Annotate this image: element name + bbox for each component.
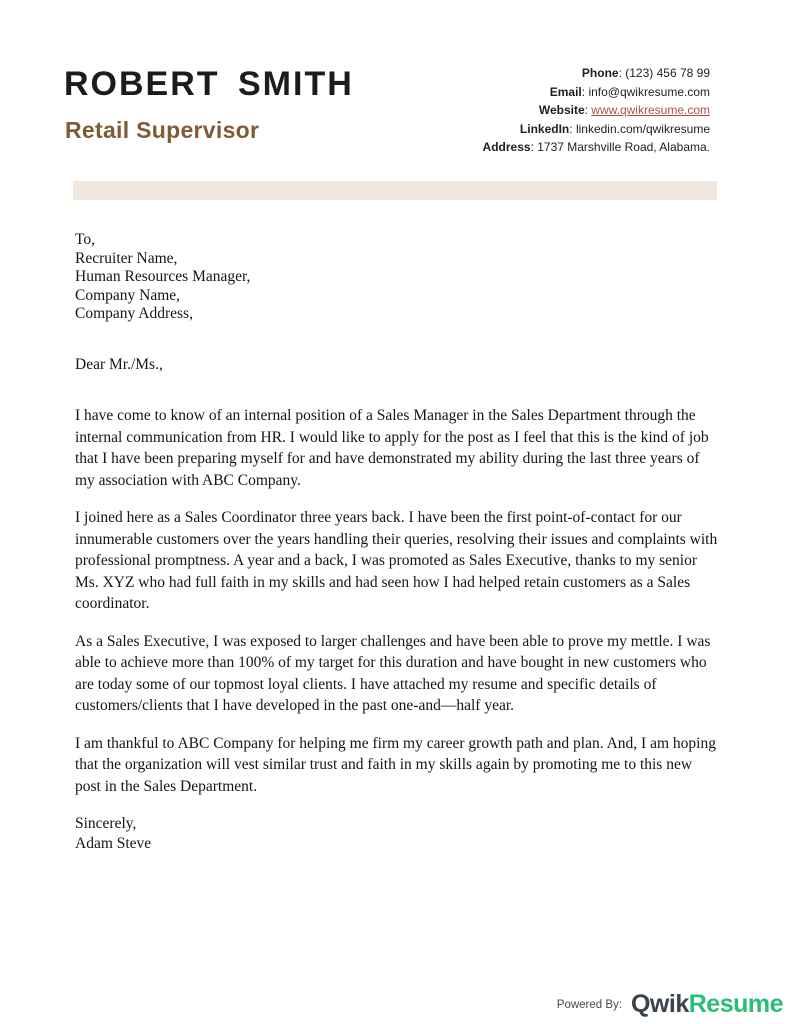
contact-linkedin-label: LinkedIn [519,121,570,136]
contact-linkedin-value: linkedin.com/qwikresume [575,121,710,136]
separator: : [581,84,589,99]
contact-email-label: Email [549,84,582,99]
separator: : [618,66,626,80]
recipient-line: Company Address, [75,305,193,322]
letter-body [75,231,718,854]
letter-paragraph: I am thankful to ABC Company for helping me firm my career growth path and plan. And, I am hoping that the organization will vest similar trust and faith in my skills again by promoting me to this new post in the Sales Department. [75,734,716,795]
separator: : [584,103,592,117]
header-divider-bar [73,181,717,200]
contact-email [483,83,710,102]
salutation: Dear Mr./Ms., [75,355,163,373]
logo-qwik-text: Qwik [630,990,689,1018]
contact-website-label: Website [538,103,585,117]
candidate-name: ROBERT SMITH [64,65,354,103]
contact-email-value: info@qwikresume.com [588,84,710,99]
closing-block [75,814,718,854]
contact-phone-value: (123) 456 78 99 [625,66,710,80]
contact-phone-label: Phone [581,66,619,80]
contact-phone [483,64,710,83]
logo-resume-text: Resume [688,990,783,1018]
job-title: Retail Supervisor [65,117,260,143]
closing-salutation: Sincerely, [75,815,137,832]
contact-address-label: Address [482,140,531,154]
letter-paragraph: I have come to know of an internal position of a Sales Manager in the Sales Department through the internal communication from HR. I would like to apply for the post as I feel that this is the kind of job that I have been preparing myself for and have demonstrated my ability during the last three years of my association with ABC Company. [75,407,709,489]
footer [557,992,783,1017]
recipient-block [75,231,718,324]
contact-block [483,64,710,157]
qwikresume-logo[interactable] [631,992,783,1017]
recipient-line: Recruiter Name, [75,249,178,267]
contact-address-value: 1737 Marshville Road, Alabama. [537,140,710,154]
contact-website [483,101,710,120]
separator: : [530,140,538,154]
contact-linkedin [483,120,710,139]
separator: : [569,121,576,136]
website-link[interactable]: www.qwikresume.com [591,103,710,117]
letter-paragraph: I joined here as a Sales Coordinator three years back. I have been the first point-of-contact for our innumerable customers over the years handling their queries, resolving their issues and complaints with professional promptness. A year and a back, I was promoted as Sales Executive, thanks to my senior Ms. XYZ who had full faith in my skills and had seen how I had helped retain customers as a Sales coordinator. [75,509,718,612]
powered-by-label: Powered By: [556,998,622,1011]
contact-address [483,138,710,157]
recipient-line: Human Resources Manager, [75,268,251,285]
signature-name: Adam Steve [75,835,152,852]
recipient-line: Company Name, [75,286,181,304]
letter-paragraph: As a Sales Executive, I was exposed to larger challenges and have been able to prove my mettle. I was able to achieve more than 100% of my target for this duration and have bought in new customers who are today some of our topmost loyal clients. I have attached my resume and specific details of customers/clients that I have developed in the past one-and—half year. [75,632,711,714]
recipient-line: To, [75,231,96,248]
